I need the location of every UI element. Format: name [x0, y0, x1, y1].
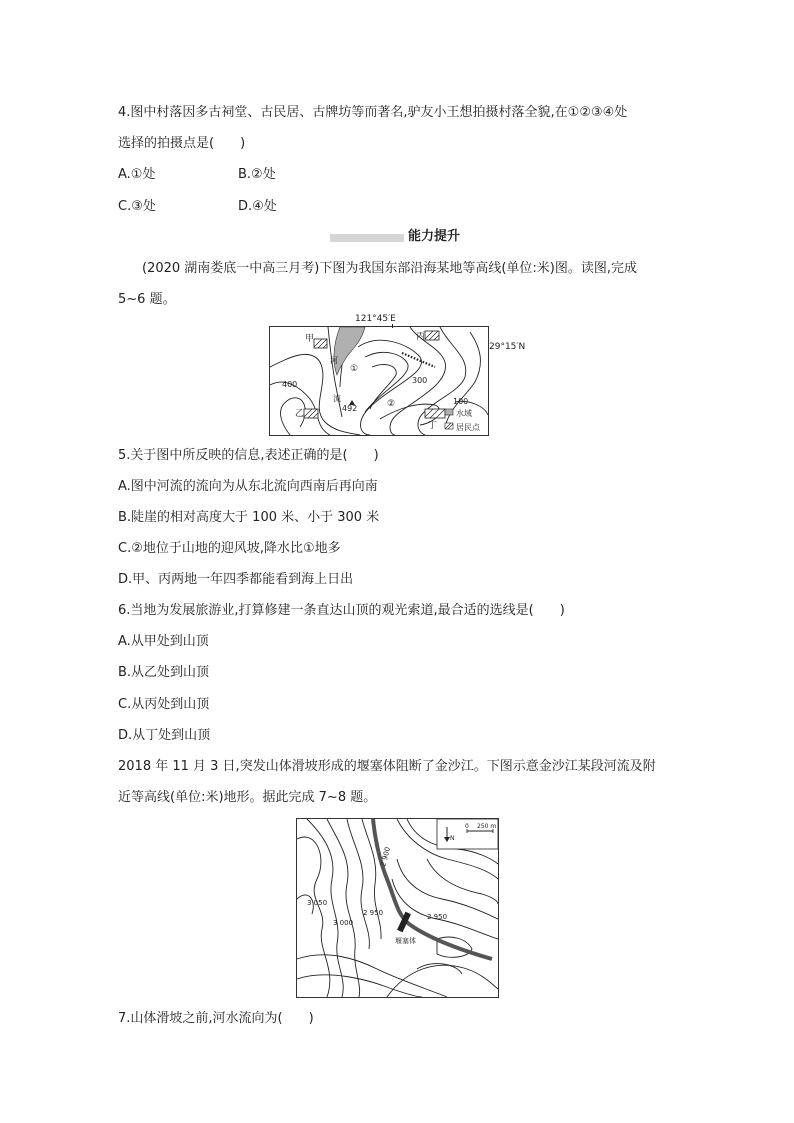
legend-settlement: 居民点 [456, 423, 480, 432]
q5-option-b: B.陡崖的相对高度大于 100 米、小于 300 米 [118, 510, 380, 525]
contour-3050: 3 050 [307, 899, 328, 907]
q4-option-d: D.④处 [238, 199, 277, 214]
place-ding: 丁 [428, 421, 438, 431]
q4-stem-line1: 4.图中村落因多古祠堂、古民居、古牌坊等而著名,驴友小王想拍摄村落全貌,在①②③④处 [118, 105, 628, 120]
q5-option-c: C.②地位于山地的迎风坡,降水比①地多 [118, 541, 341, 556]
longitude-label: 121°45′E [355, 314, 396, 324]
q6-option-d: D.从丁处到山顶 [118, 728, 211, 743]
place-jia: 甲 [305, 334, 315, 344]
place-bing: 丙 [416, 332, 426, 342]
north-label: N [450, 835, 455, 842]
river-label-2: 流 [333, 394, 341, 403]
contour-2950-right: 2 950 [427, 913, 448, 921]
section-title: 能力提升 [408, 229, 461, 244]
q6-stem: 6.当地为发展旅游业,打算修建一条直达山顶的观光索道,最合适的选线是( ) [118, 603, 565, 618]
intro1-line2: 5~6 题。 [118, 292, 176, 307]
q4-option-c: C.③处 [118, 199, 156, 214]
q4-stem-line2: 选择的拍摄点是( ) [118, 136, 246, 151]
scale-250: 250 m [477, 823, 497, 830]
contour-300: 300 [412, 376, 428, 385]
contour-2950-left: 2 950 [363, 909, 384, 917]
contour-100: 100 [453, 397, 469, 406]
longitude-tick [392, 324, 393, 328]
contour-400: 400 [282, 380, 298, 389]
q6-option-a: A.从甲处到山顶 [118, 634, 209, 649]
intro1-line1: (2020 湖南娄底一中高三月考)下图为我国东部沿海某地等高线(单位:米)图。读图,完成 [142, 261, 638, 276]
latitude-label: 29°15′N [489, 342, 526, 352]
q4-option-b: B.②处 [238, 167, 276, 182]
q5-option-d: D.甲、丙两地一年四季都能看到海上日出 [118, 572, 354, 587]
contour-3000: 3 000 [333, 919, 354, 927]
contour-map-jinsha [296, 818, 499, 998]
contour-2900: 2 900 [379, 846, 393, 868]
section-bar [330, 234, 404, 242]
peak-elevation: 492 [342, 404, 358, 413]
river-label-1: 河 [330, 356, 338, 365]
marker-1: ① [350, 364, 359, 374]
legend-water: 水域 [456, 409, 472, 418]
intro2-line1: 2018 年 11 月 3 日,突发山体滑坡形成的堰塞体阻断了金沙江。下图示意金沙江某段河流及附 [118, 759, 656, 774]
scale-zero: 0 [465, 823, 469, 830]
q5-option-a: A.图中河流的流向为从东北流向西南后再向南 [118, 479, 378, 494]
intro2-line2: 近等高线(单位:米)地形。据此完成 7~8 题。 [118, 790, 377, 805]
q6-option-c: C.从丙处到山顶 [118, 697, 210, 712]
q4-option-a: A.①处 [118, 167, 156, 182]
q5-stem: 5.关于图中所反映的信息,表述正确的是( ) [118, 448, 379, 463]
dam-label: 堰塞体 [395, 937, 416, 945]
place-yi: 乙 [295, 409, 305, 419]
marker-2: ② [387, 399, 396, 409]
q6-option-b: B.从乙处到山顶 [118, 665, 210, 680]
contour-map-coastal [269, 326, 489, 436]
q7-stem: 7.山体滑坡之前,河水流向为( ) [118, 1011, 314, 1026]
